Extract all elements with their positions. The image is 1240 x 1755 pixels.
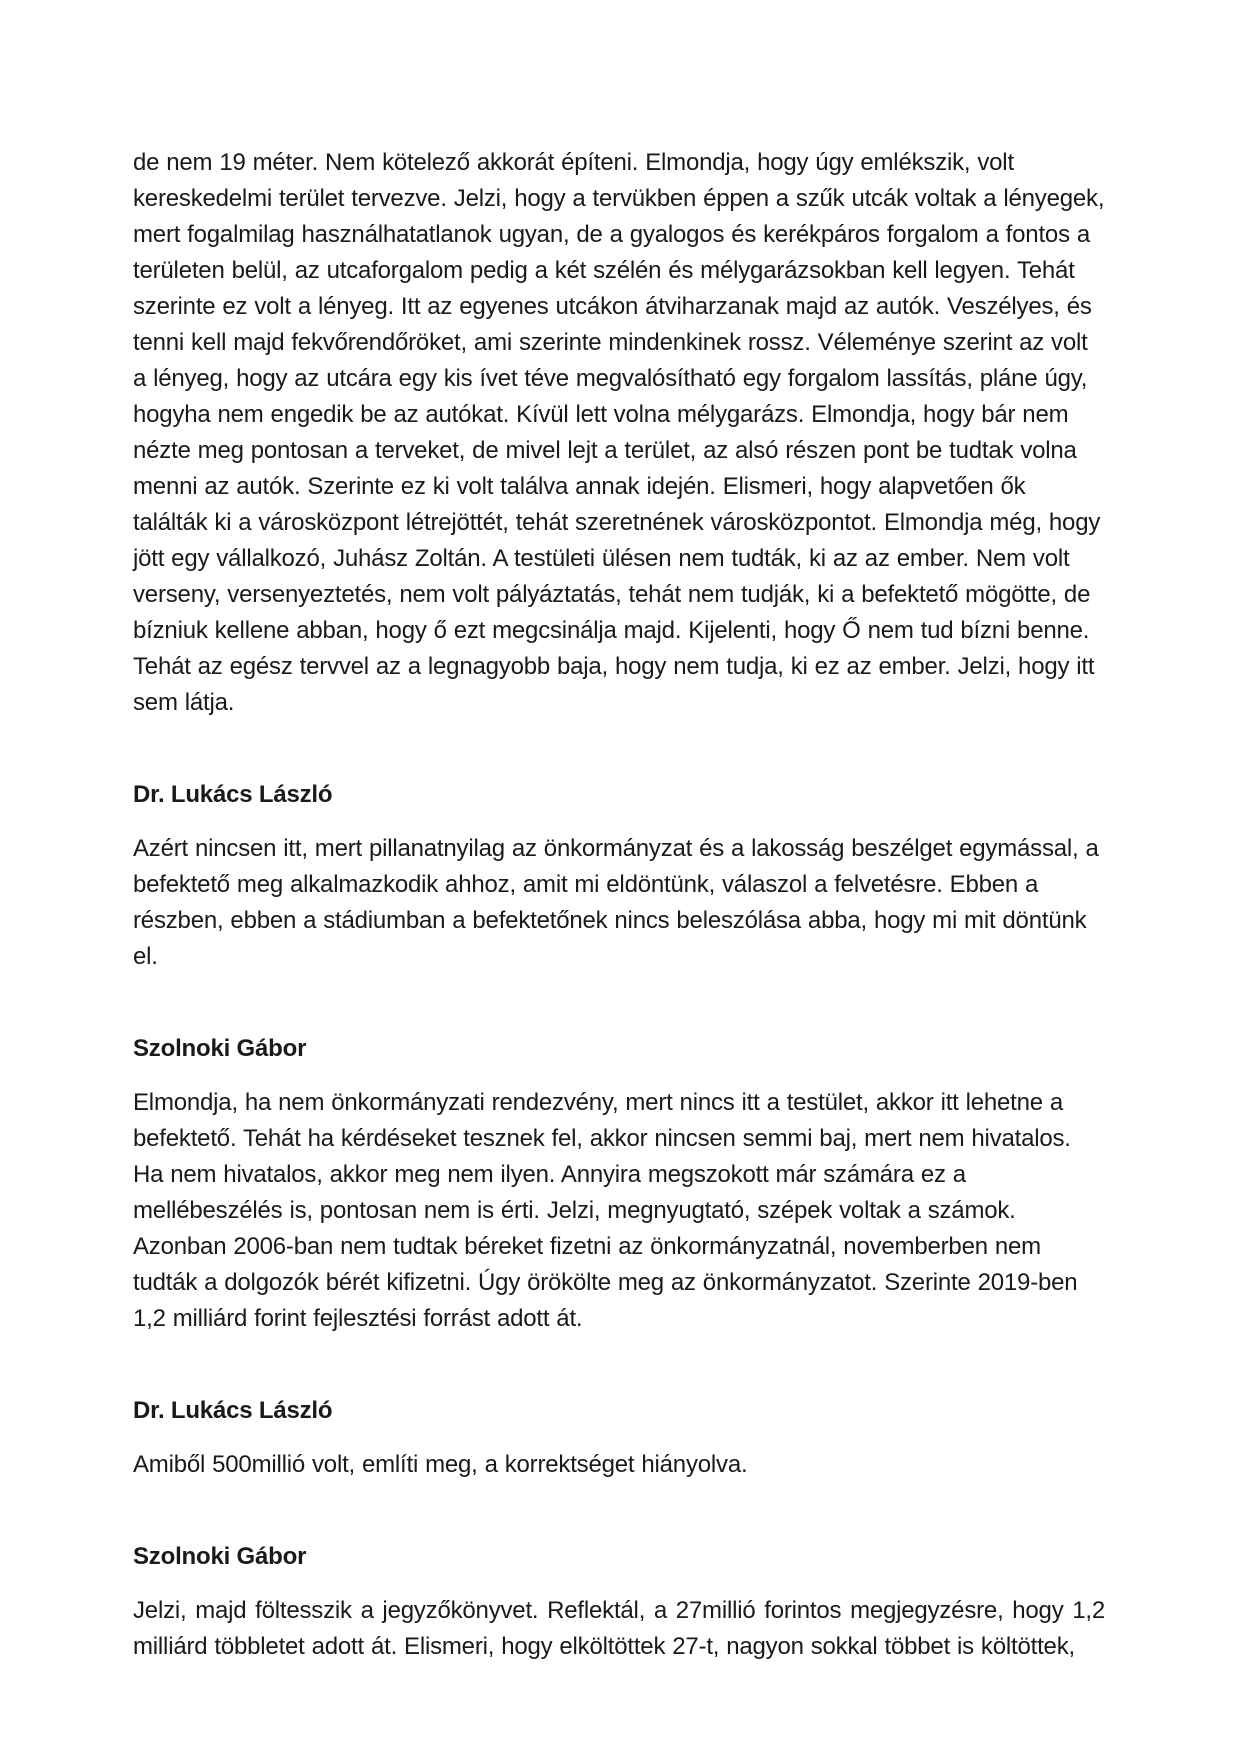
speaker-heading-szolnoki-gabor-1: Szolnoki Gábor [133,1035,307,1062]
speaker-heading-dr-lukacs-laszlo-2: Dr. Lukács László [133,1397,333,1424]
speech-paragraph-2: Azért nincsen itt, mert pillanatnyilag az önkormányzat és a lakosság beszélget egymással, a befektető meg alkalmazkodik ahhoz, amit mi eldöntünk, válaszol a felvetésre. Ebben a részben, ebben a stádiumban a befektetőnek nincs beleszólása abba, hogy mi mit döntünk el. [133,835,1099,970]
speech-paragraph-4: Amiből 500millió volt, említi meg, a korrektséget hiányolva. [133,1451,748,1478]
speech-paragraph-3: Elmondja, ha nem önkormányzati rendezvény, mert nincs itt a testület, akkor itt lehetne a befektető. Tehát ha kérdéseket tesznek fel, akkor nincsen semmi baj, mert nem hivatalos. Ha nem hivatalos, akkor meg nem ilyen. Annyira megszokott már számára ez a mellébeszélés is, pontosan nem is érti. Jelzi, megnyugtató, szépek voltak a számok. Azonban 2006-ban nem tudtak béreket fizetni az önkormányzatnál, novemberben nem tudták a dolgozók bérét kifizetni. Úgy örökölte meg az önkormányzatot. Szerinte 2019-ben 1,2 milliárd forint fejlesztési forrást adott át. [133,1089,1078,1332]
speaker-heading-szolnoki-gabor-2: Szolnoki Gábor [133,1543,307,1570]
speech-paragraph-1: de nem 19 méter. Nem kötelező akkorát építeni. Elmondja, hogy úgy emlékszik, volt kereskedelmi terület tervezve. Jelzi, hogy a tervükben éppen a szűk utcák voltak a lényegek, mert fogalmilag használhatatlanok ugyan, de a gyalogos és kerékpáros forgalom a fontos a területen belül, az utcaforgalom pedig a két szélén és mélygarázsokban kell legyen. Tehát szerinte ez volt a lényeg. Itt az egyenes utcákon átviharzanak majd az autók. Veszélyes, és tenni kell majd fekvőrendőröket, ami szerinte mindenkinek rossz. Véleménye szerint az volt a lényeg, hogy az utcára egy kis ívet téve megvalósítható egy forgalom lassítás, pláne úgy, hogyha nem engedik be az autókat. Kívül lett volna mélygarázs. Elmondja, hogy bár nem nézte meg pontosan a terveket, de mivel lejt a terület, az alsó részen pont be tudtak volna menni az autók. Szerinte ez ki volt találva annak idején. Elismeri, hogy alapvetően ők találták ki a városközpont létrejöttét, tehát szeretnének városközpontot. Elmondja még, hogy jött egy vállalkozó, Juhász Zoltán. A testületi ülésen nem tudták, ki az az ember. Nem volt verseny, versenyeztetés, nem volt pályáztatás, tehát nem tudják, ki a befektető mögötte, de bízniuk kellene abban, hogy ő ezt megcsinálja majd. Kijelenti, hogy Ő nem tud bízni benne. Tehát az egész tervvel az a legnagyobb baja, hogy nem tudja, ki ez az ember. Jelzi, hogy itt sem látja. [133,149,1105,716]
speaker-heading-dr-lukacs-laszlo-1: Dr. Lukács László [133,781,333,808]
speech-paragraph-5: Jelzi, majd föltesszik a jegyzőkönyvet. Reflektál, a 27millió forintos megjegyzésre, hogy 1,2 milliárd többletet adott át. Elismeri, hogy elköltöttek 27-t, nagyon sokkal többet is költöttek, [133,1597,1105,1660]
